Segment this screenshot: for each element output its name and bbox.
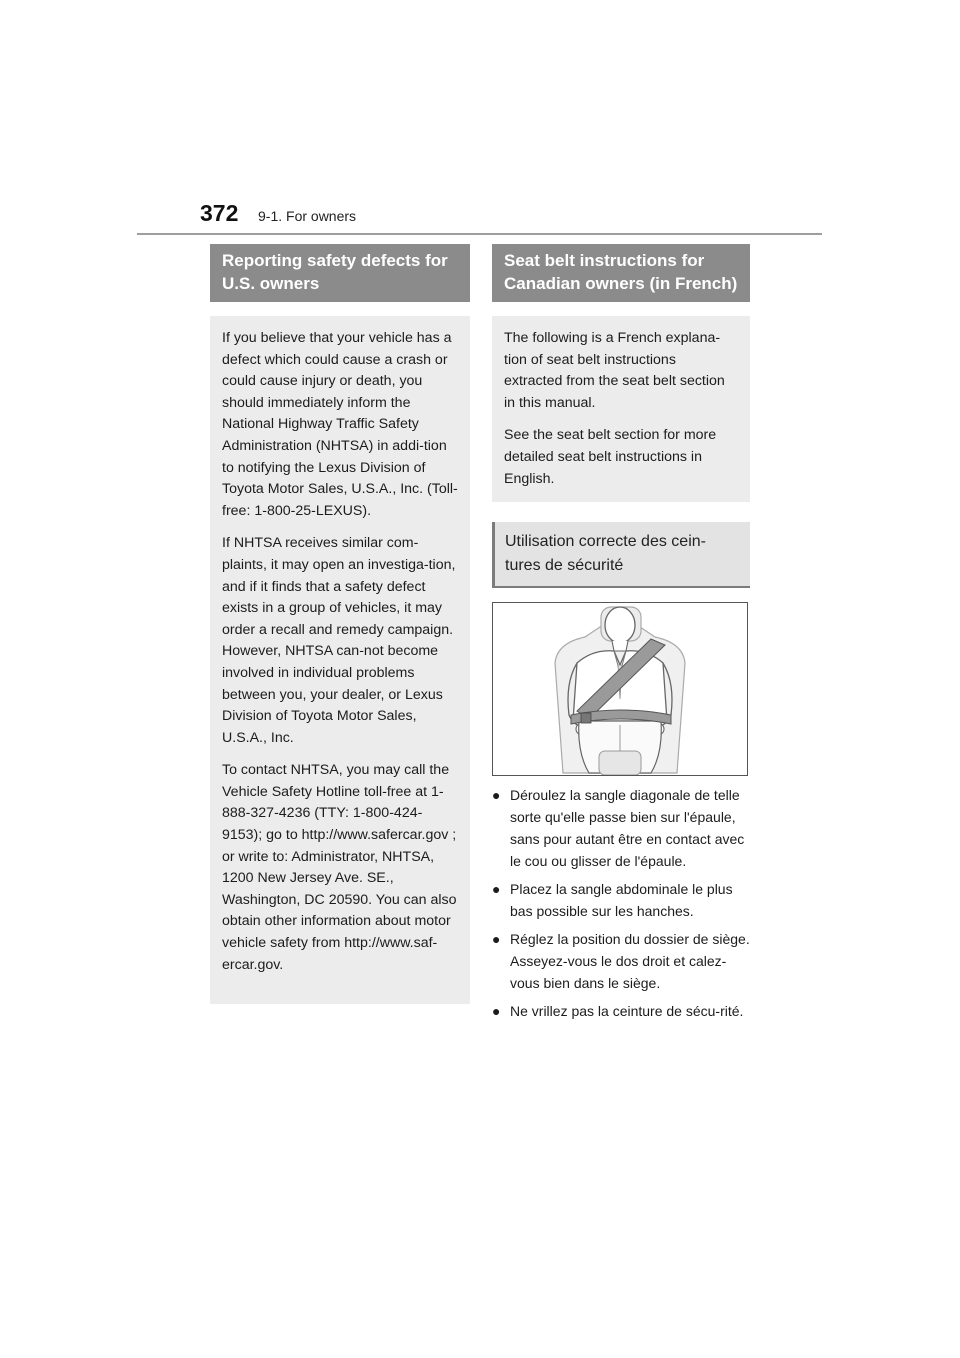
right-column [492,244,750,1028]
seat-belt-intro-box [492,316,750,502]
bullet-icon: ● [492,787,501,803]
safety-defects-box [210,316,470,1004]
seat-belt-bullets [492,784,750,1022]
safety-defects-title: Reporting safety defects for U.S. owners [210,244,470,302]
list-item [492,1000,750,1022]
header-rule [137,233,822,235]
page-number: 372 [200,200,239,226]
seat-belt-title: Seat belt instructions for Canadian owners (in French) [492,244,750,302]
left-column [210,244,470,1004]
paragraph: The following is a French explana-tion of seat belt instructions extracted from the seat belt section in this manual. [504,330,725,411]
list-item [492,784,750,872]
bullet-icon: ● [492,881,501,897]
paragraph: If NHTSA receives similar com-plaints, it may open an investiga-tion, and if it finds that a safety defect exists in a group of vehicles, it may order a recall and remedy campaign. However, NHTSA can-not become involved in individual problems between you, your dealer, or Lexus Division of Toyota Motor Sales, U.S.A., Inc. [222,535,456,746]
list-item-text: Ne vrillez pas la ceinture de sécu-rité. [510,1003,744,1019]
section-label: 9-1. For owners [258,208,357,224]
list-item-text: Réglez la position du dossier de siège. Asseyez-vous le dos droit et calez-vous bien dans le siège. [510,931,750,991]
bullet-icon: ● [492,931,501,947]
bullet-icon: ● [492,1003,501,1019]
seated-person-illustration [493,603,747,775]
list-item [492,928,750,994]
paragraph: See the seat belt section for more detailed seat belt instructions in English. [504,427,717,487]
paragraph: To contact NHTSA, you may call the Vehicle Safety Hotline toll-free at 1-888-327-4236 (TTY: 1-800-424-9153); go to http://www.safercar.gov ; or write to: Administrator, NHTSA, 1200 New Jersey Ave. SE., Washington, DC 20590. You can also obtain other information about motor vehicle safety from http://www.saf-ercar.gov. [222,762,457,973]
seat-belt-illustration [492,602,748,776]
list-item-text: Placez la sangle abdominale le plus bas possible sur les hanches. [510,881,733,919]
seat-belt-subheading: Utilisation correcte des cein-tures de sécurité [492,522,750,588]
list-item-text: Déroulez la sangle diagonale de telle sorte qu'elle passe bien sur l'épaule, sans pour autant être en contact avec le cou ou glisser de l'épaule. [510,787,745,869]
paragraph: If you believe that your vehicle has a defect which could cause a crash or could cause injury or death, you should immediately inform the National Highway Traffic Safety Administration (NHTSA) in addi-tion to notifying the Lexus Division of Toyota Motor Sales, U.S.A., Inc. (Toll-free: 1-800-25-LEXUS). [222,330,458,519]
list-item [492,878,750,922]
